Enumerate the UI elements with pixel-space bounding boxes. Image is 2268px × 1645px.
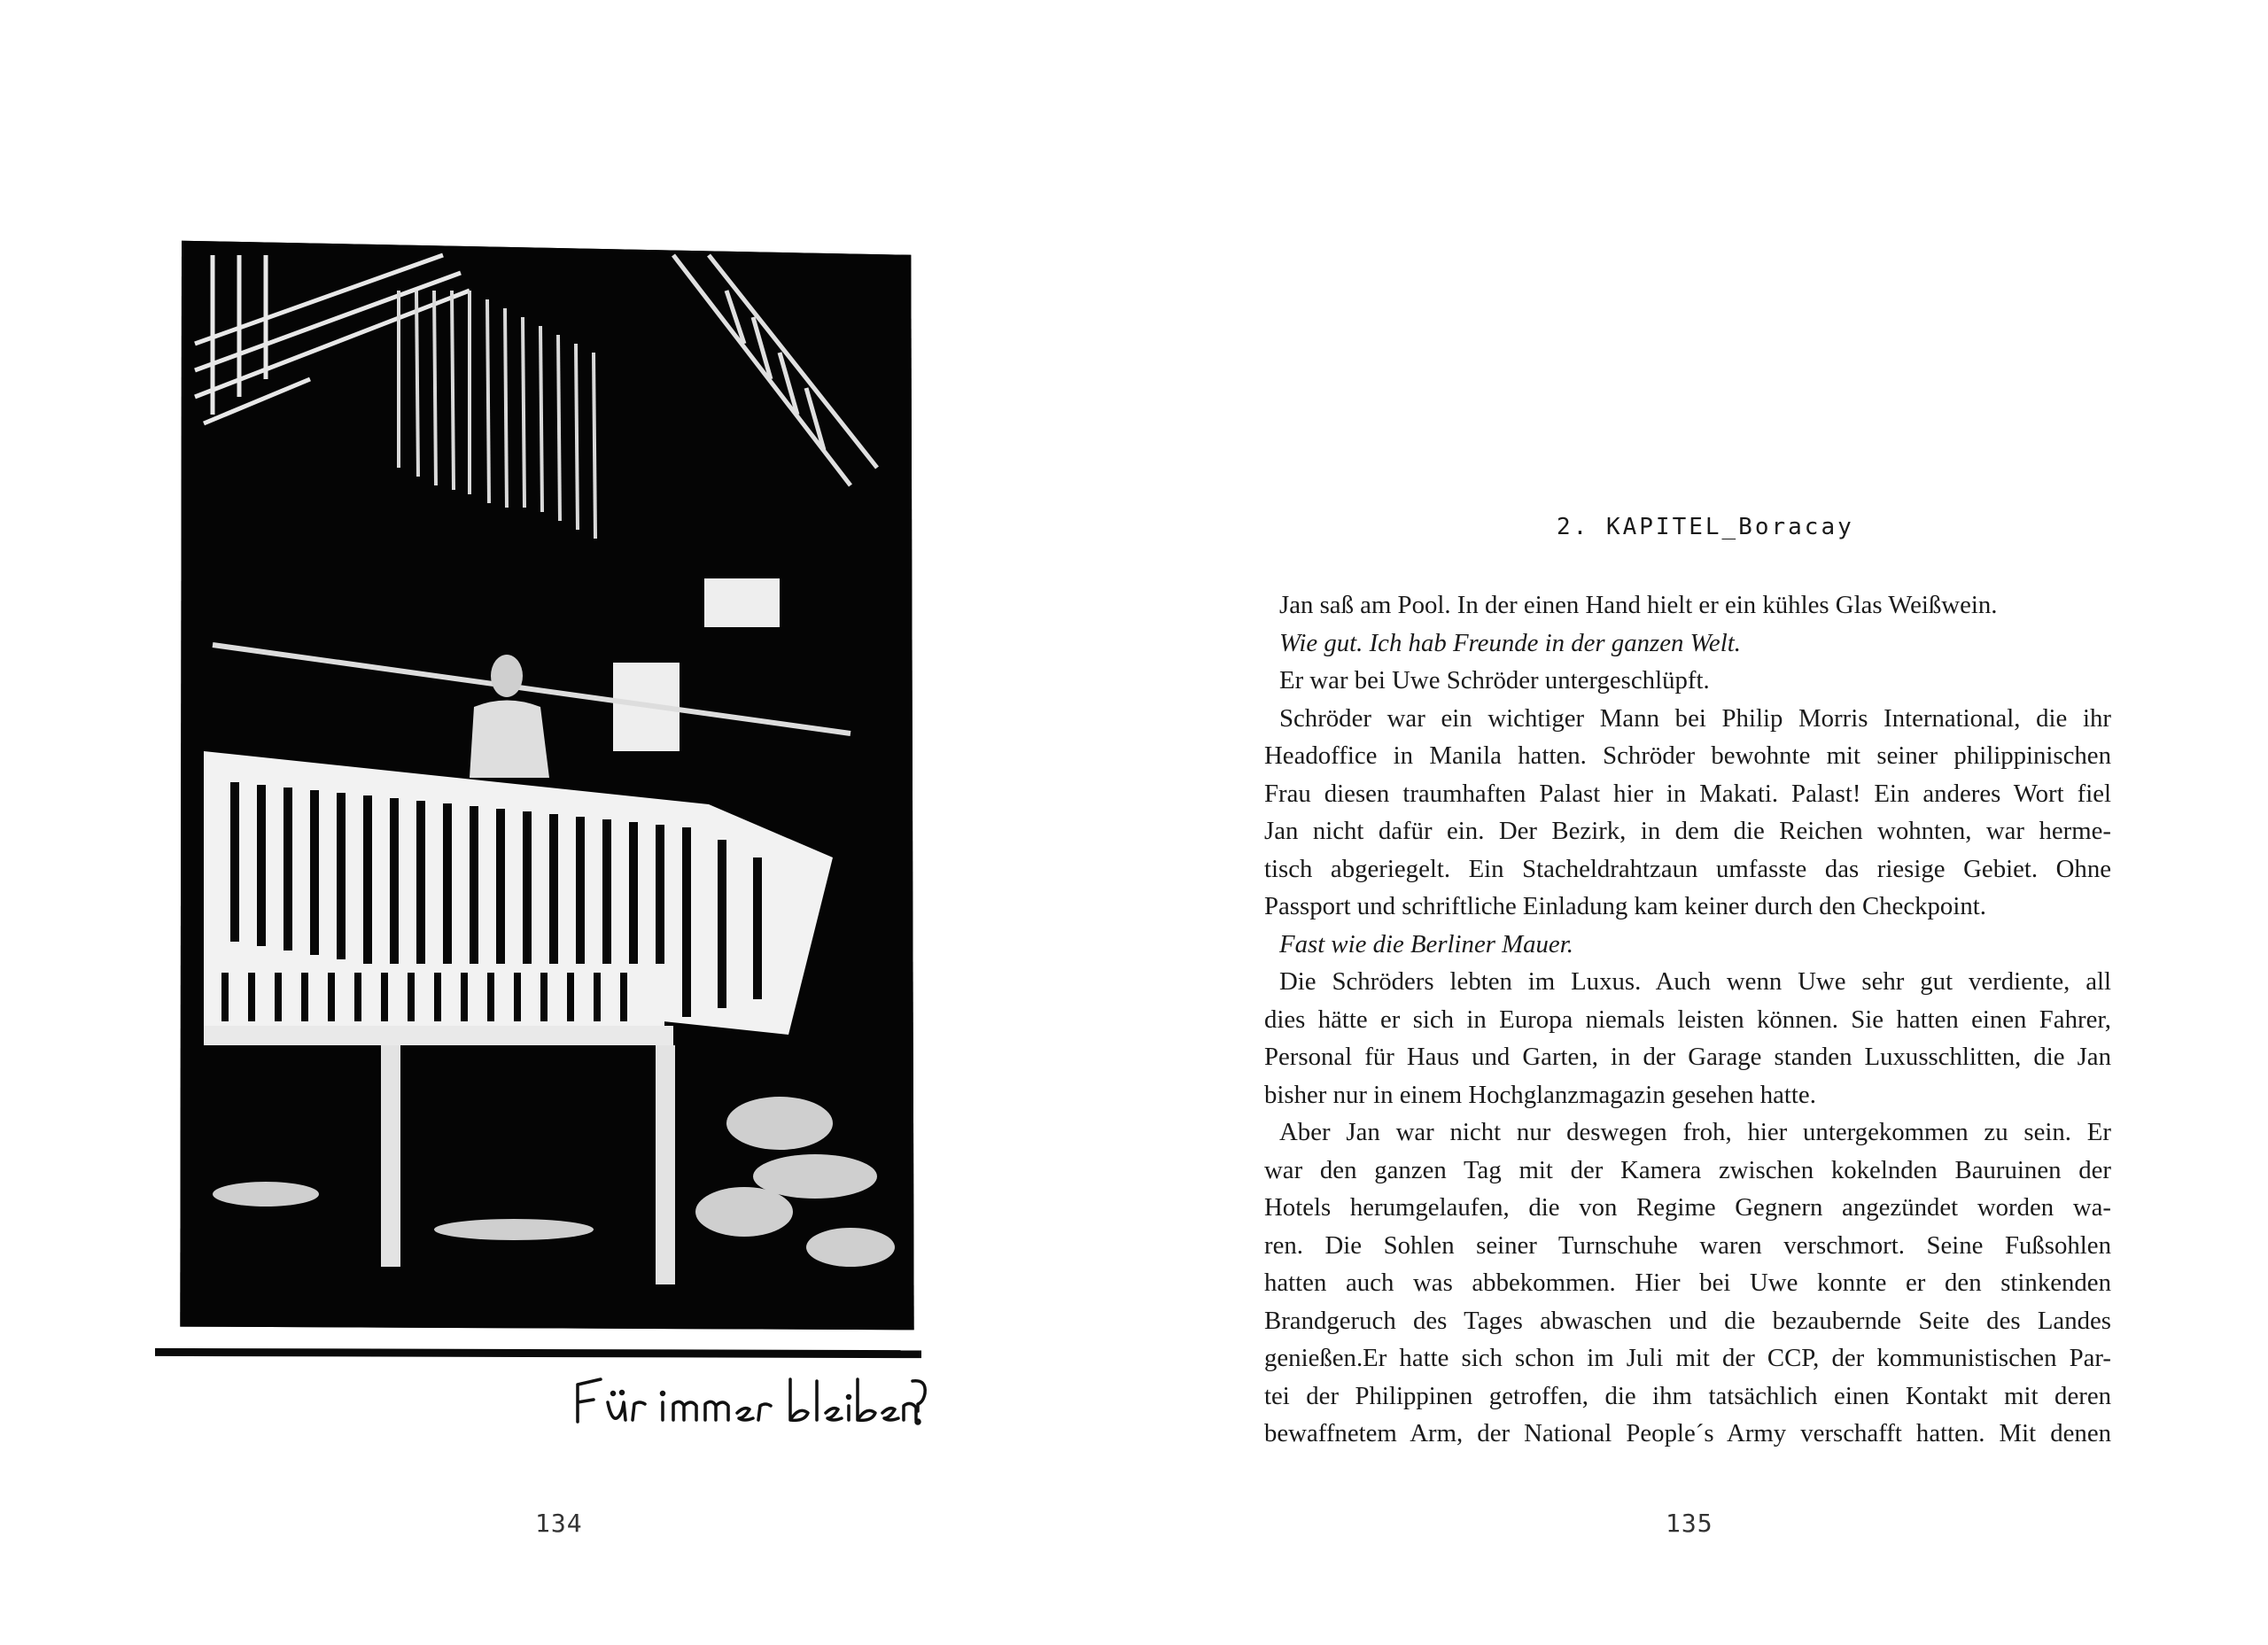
text-line: Brandgeruch des Tages abwaschen und die bezaubernde Seite des Landes: [1264, 1306, 2111, 1335]
page-number-right: 135: [1666, 1509, 1713, 1538]
text-line: Wie gut. Ich hab Freunde in der ganzen Welt.: [1279, 628, 1741, 657]
text-line: war den ganzen Tag mit der Kamera zwischen kokelnden Bauruinen der: [1264, 1155, 2111, 1184]
text-line: ren. Die Sohlen seiner Turnschuhe waren verschmort. Seine Fußsohlen: [1264, 1230, 2111, 1260]
text-line: Fast wie die Berliner Mauer.: [1279, 929, 1573, 958]
text-line: bewaffnetem Arm, der National People´s Army verschafft hatten. Mit denen: [1264, 1419, 2111, 1447]
text-line: genießen.Er hatte sich schon im Juli mit der CCP, der kommunistischen Par-: [1264, 1344, 2111, 1372]
text-line: Schröder war ein wichtiger Mann bei Philip Morris International, die ihr: [1279, 703, 2111, 733]
text-line: Jan saß am Pool. In der einen Hand hielt er ein kühles Glas Weißwein.: [1279, 591, 1998, 619]
text-line: Passport und schriftliche Einladung kam keiner durch den Checkpoint.: [1264, 892, 1986, 920]
balcony-photo-icon: [177, 237, 917, 1333]
text-line: dies hätte er sich in Europa niemals leisten können. Sie hatten einen Fahrer,: [1264, 1005, 2111, 1034]
text-line: Headoffice in Manila hatten. Schröder bewohnte mit seiner philippinischen: [1264, 741, 2111, 770]
chapter-title: 2. KAPITEL_Boracay: [1557, 514, 1854, 540]
text-line: Hotels herumgelaufen, die von Regime Gegnern angezündet worden wa-: [1264, 1193, 2111, 1222]
text-line: Er war bei Uwe Schröder untergeschlüpft.: [1279, 666, 1710, 694]
text-line: Die Schröders lebten im Luxus. Auch wenn Uwe sehr gut verdiente, all: [1279, 967, 2111, 996]
text-line: Frau diesen traumhaften Palast hier in Makati. Palast! Ein anderes Wort fiel: [1264, 779, 2111, 808]
body-text: [1264, 586, 2111, 1453]
text-line: bisher nur in einem Hochglanzmagazin gesehen hatte.: [1264, 1080, 1816, 1109]
handwritten-caption: [567, 1367, 930, 1438]
text-line: tisch abgeriegelt. Ein Stacheldrahtzaun umfasste das riesige Gebiet. Ohne: [1264, 854, 2111, 883]
text-line: hatten auch was abbekommen. Hier bei Uwe konnte er den stinkenden: [1264, 1269, 2111, 1297]
photo-rule: [155, 1348, 921, 1358]
text-line: Jan nicht dafür ein. Der Bezirk, in dem die Reichen wohnten, war herme-: [1264, 817, 2111, 845]
text-line: Aber Jan war nicht nur deswegen froh, hier untergekommen zu sein. Er: [1279, 1118, 2111, 1146]
page-number-left: 134: [535, 1509, 583, 1538]
text-line: Personal für Haus und Garten, in der Garage standen Luxusschlitten, die Jan: [1264, 1043, 2111, 1071]
text-line: tei der Philippinen getroffen, die ihm tatsächlich einen Kontakt mit deren: [1264, 1381, 2111, 1410]
